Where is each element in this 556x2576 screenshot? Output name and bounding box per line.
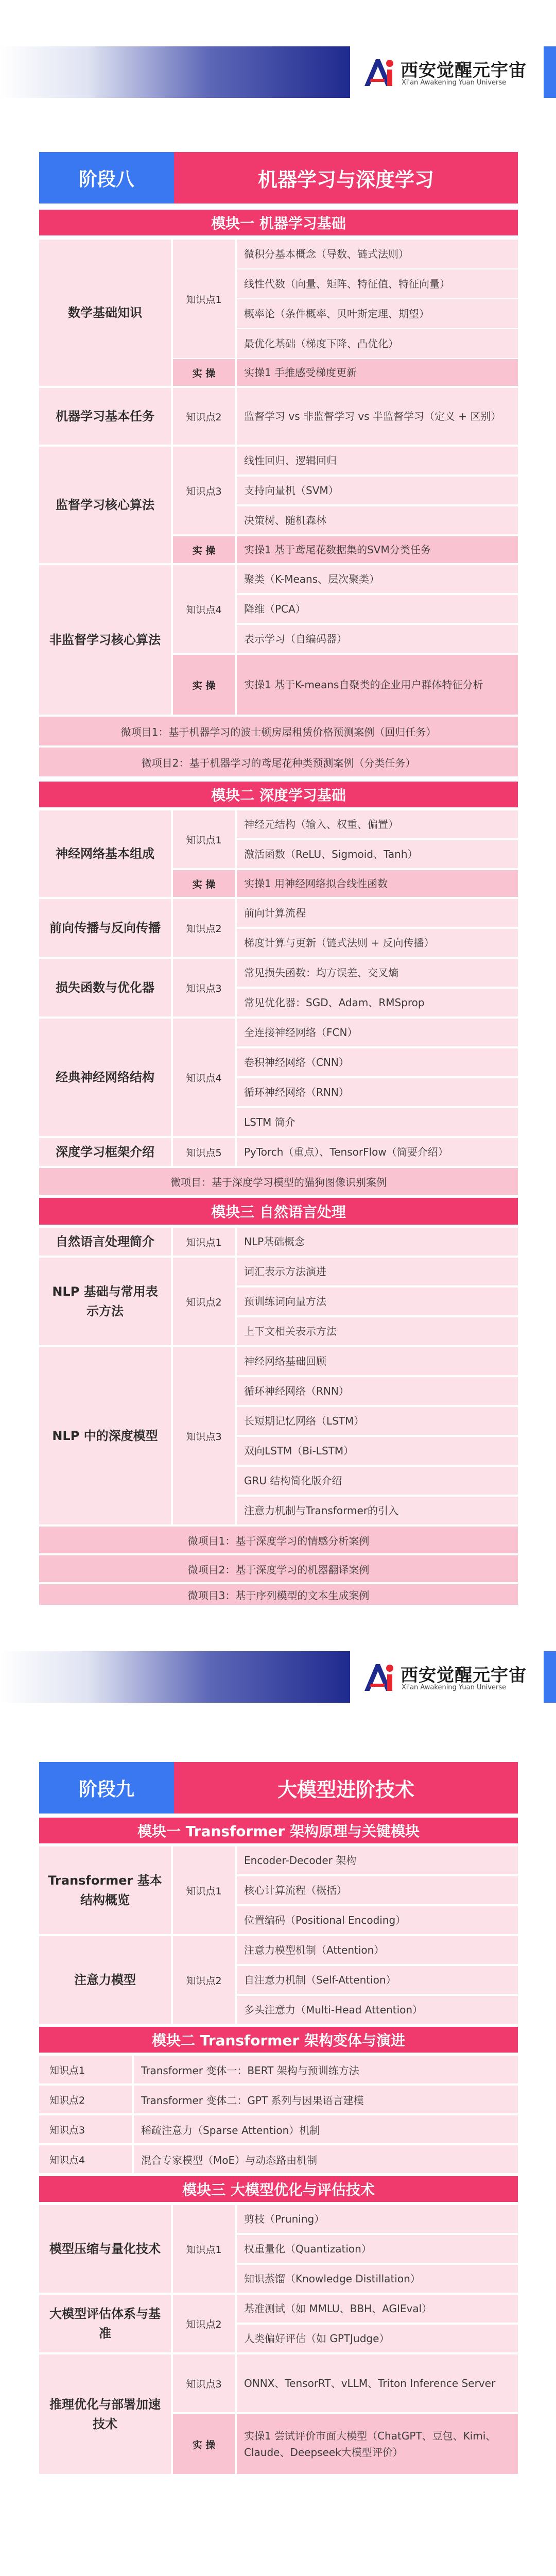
- banner-edge-tab: [544, 1651, 556, 1703]
- logo-english-name: Xi'an Awakening Yuan Universe: [402, 79, 507, 87]
- logo-mark-icon: [360, 54, 396, 90]
- kp-label: 知识点1: [173, 810, 235, 868]
- list-item: 激活函数（ReLU、Sigmoid、Tanh）: [237, 840, 518, 868]
- list-item: 神经元结构（输入、权重、偏置）: [237, 810, 518, 838]
- kp-label: 知识点1: [173, 2205, 235, 2293]
- topic-dl-frameworks: 深度学习框架介绍: [39, 1138, 171, 1166]
- kp-label: 知识点1: [173, 1228, 235, 1256]
- list-item: 长短期记忆网络（LSTM）: [237, 1407, 518, 1435]
- topic-attention-model: 注意力模型: [39, 1936, 171, 2024]
- stage8-card-cont: [39, 899, 518, 1605]
- list-item: 降维（PCA）: [237, 595, 518, 623]
- stage9-module3-title: 模块三 大模型优化与评估技术: [39, 2176, 518, 2202]
- topic-inference-deployment: 推理优化与部署加速技术: [39, 2354, 171, 2474]
- stage8-module1-title: 模块一 机器学习基础: [39, 210, 518, 235]
- top-banner: [0, 46, 556, 98]
- kp-label: 知识点3: [173, 1347, 235, 1524]
- kp-label: 知识点4: [173, 565, 235, 653]
- kp-label: 知识点3: [39, 2115, 132, 2143]
- logo-chinese-name: 西安觉醒元宇宙: [401, 60, 527, 81]
- topic-nlp-intro: 自然语言处理简介: [39, 1228, 171, 1256]
- kp-label: 知识点1: [39, 2056, 132, 2083]
- micro-project: 微项目：基于深度学习模型的猫狗图像识别案例: [39, 1168, 518, 1195]
- logo-english-name: Xi'an Awakening Yuan Universe: [402, 1684, 507, 1691]
- stage8-module2-title: 模块二 深度学习基础: [39, 782, 518, 807]
- topic-math-basics: 数学基础知识: [39, 240, 171, 386]
- list-item: 注意力模型机制（Attention）: [237, 1936, 518, 1964]
- stage8-title: 机器学习与深度学习: [174, 152, 518, 204]
- list-item: 表示学习（自编码器）: [237, 625, 518, 653]
- kp-label: 知识点4: [39, 2145, 132, 2173]
- list-item: 预训练词向量方法: [237, 1287, 518, 1315]
- micro-project: 微项目1：基于机器学习的波士顿房屋租赁价格预测案例（回归任务）: [39, 717, 518, 745]
- topic-unsupervised: 非监督学习核心算法: [39, 565, 171, 715]
- stage9-module1-title: 模块一 Transformer 架构原理与关键模块: [39, 1818, 518, 1843]
- list-item: Transformer 变体二：GPT 系列与因果语言建模: [134, 2086, 518, 2113]
- practice-item: 实操1 用神经网络拟合线性函数: [237, 870, 518, 897]
- list-item: 位置编码（Positional Encoding）: [237, 1906, 518, 1934]
- list-item: PyTorch（重点）、TensorFlow（简要介绍）: [237, 1138, 518, 1166]
- list-item: 前向计算流程: [237, 899, 518, 927]
- topic-compression-quantization: 模型压缩与量化技术: [39, 2205, 171, 2293]
- list-item: 基准测试（如 MMLU、BBH、AGIEval）: [237, 2295, 518, 2323]
- topic-nlp-representation: NLP 基础与常用表示方法: [39, 1258, 171, 1345]
- topic-transformer-overview: Transformer 基本结构概览: [39, 1846, 171, 1934]
- practice-label: 实 操: [173, 536, 235, 563]
- list-item: 聚类（K-Means、层次聚类）: [237, 565, 518, 593]
- kp-label: 知识点3: [173, 447, 235, 534]
- micro-project: 微项目2：基于深度学习的机器翻译案例: [39, 1555, 518, 1582]
- practice-item: 实操1 手推感受梯度更新: [237, 359, 518, 386]
- list-item: 稀疏注意力（Sparse Attention）机制: [134, 2115, 518, 2143]
- topic-supervised: 监督学习核心算法: [39, 447, 171, 563]
- banner-gradient-stripe: [0, 46, 350, 98]
- list-item: 人类偏好评估（如 GPTJudge）: [237, 2325, 518, 2352]
- middle-banner: [0, 1651, 556, 1703]
- list-item: 核心计算流程（概括）: [237, 1876, 518, 1904]
- practice-label: 实 操: [173, 2414, 235, 2474]
- list-item: ONNX、TensorRT、vLLM、Triton Inference Server: [237, 2354, 518, 2412]
- logo-mark-icon: [360, 1659, 396, 1695]
- list-item: 支持向量机（SVM）: [237, 477, 518, 504]
- list-item: 自注意力机制（Self-Attention）: [237, 1966, 518, 1994]
- kp-label: 知识点3: [173, 2354, 235, 2412]
- list-item: Transformer 变体一：BERT 架构与预训练方法: [134, 2056, 518, 2083]
- kp-label: 知识点2: [39, 2086, 132, 2113]
- list-item: 双向LSTM（Bi-LSTM）: [237, 1437, 518, 1465]
- topic-nlp-deep-models: NLP 中的深度模型: [39, 1347, 171, 1524]
- practice-label: 实 操: [173, 655, 235, 715]
- stage9-header: [39, 1762, 518, 1814]
- kp-label: 知识点2: [173, 388, 235, 445]
- kp-label: 知识点2: [173, 1258, 235, 1345]
- list-item: NLP基础概念: [237, 1228, 518, 1256]
- list-item: 权重量化（Quantization）: [237, 2235, 518, 2263]
- list-item: 线性代数（向量、矩阵、特征值、特征向量）: [237, 269, 518, 298]
- list-item: 概率论（条件概率、贝叶斯定理、期望）: [237, 299, 518, 328]
- topic-forward-backward: 前向传播与反向传播: [39, 899, 171, 957]
- logo-chinese-name: 西安觉醒元宇宙: [401, 1665, 527, 1686]
- list-item: 多头注意力（Multi-Head Attention）: [237, 1996, 518, 2024]
- banner-edge-tab: [544, 46, 556, 98]
- micro-project: 微项目2：基于机器学习的鸢尾花种类预测案例（分类任务）: [39, 748, 518, 776]
- topic-nn-components: 神经网络基本组成: [39, 810, 171, 897]
- practice-item: 实操1 基于鸢尾花数据集的SVM分类任务: [237, 536, 518, 563]
- list-item: 循环神经网络（RNN）: [237, 1078, 518, 1106]
- list-item: 循环神经网络（RNN）: [237, 1377, 518, 1405]
- list-item: 决策树、随机森林: [237, 506, 518, 534]
- stage9-card: [39, 1762, 518, 2545]
- stage9-module2-title: 模块二 Transformer 架构变体与演进: [39, 2027, 518, 2053]
- list-item: 词汇表示方法演进: [237, 1258, 518, 1285]
- list-item: 上下文相关表示方法: [237, 1317, 518, 1345]
- topic-evaluation-benchmarks: 大模型评估体系与基准: [39, 2295, 171, 2352]
- banner-gradient-stripe: [0, 1651, 350, 1703]
- kp-label: 知识点1: [173, 240, 235, 358]
- topic-ml-tasks: 机器学习基本任务: [39, 388, 171, 445]
- kp-label: 知识点2: [173, 1936, 235, 2024]
- brand-logo: [355, 1654, 527, 1700]
- kp-label: 知识点4: [173, 1019, 235, 1136]
- micro-project: 微项目3：基于序列模型的文本生成案例: [39, 1584, 518, 1605]
- list-item: 微积分基本概念（导数、链式法则）: [237, 240, 518, 268]
- micro-project: 微项目1：基于深度学习的情感分析案例: [39, 1527, 518, 1553]
- stage8-label: 阶段八: [39, 152, 174, 204]
- list-item: 卷积神经网络（CNN）: [237, 1048, 518, 1076]
- stage8-header: [39, 152, 518, 204]
- practice-item: 实操1 基于K-means自聚类的企业用户群体特征分析: [237, 655, 518, 715]
- topic-loss-optimizer: 损失函数与优化器: [39, 959, 171, 1016]
- brand-logo: [355, 49, 527, 95]
- list-item: 监督学习 vs 非监督学习 vs 半监督学习（定义 + 区别）: [237, 388, 518, 445]
- list-item: 线性回归、逻辑回归: [237, 447, 518, 474]
- kp-label: 知识点3: [173, 959, 235, 1016]
- kp-label: 知识点2: [173, 899, 235, 957]
- practice-label: 实 操: [173, 870, 235, 897]
- list-item: 注意力机制与Transformer的引入: [237, 1497, 518, 1524]
- list-item: 全连接神经网络（FCN）: [237, 1019, 518, 1046]
- list-item: 常见损失函数：均方误差、交叉熵: [237, 959, 518, 987]
- kp-label: 知识点1: [173, 1846, 235, 1934]
- stage9-title: 大模型进阶技术: [174, 1762, 518, 1814]
- practice-item: 实操1 尝试评价市面大模型（ChatGPT、豆包、Kimi、Claude、Deepseek大模型评价）: [237, 2414, 518, 2474]
- list-item: 梯度计算与更新（链式法则 + 反向传播）: [237, 929, 518, 957]
- list-item: Encoder-Decoder 架构: [237, 1846, 518, 1874]
- list-item: 剪枝（Pruning）: [237, 2205, 518, 2233]
- topic-classic-nn: 经典神经网络结构: [39, 1019, 171, 1136]
- list-item: 最优化基础（梯度下降、凸优化）: [237, 329, 518, 358]
- list-item: LSTM 简介: [237, 1108, 518, 1136]
- kp-label: 知识点2: [173, 2295, 235, 2352]
- kp-label: 知识点5: [173, 1138, 235, 1166]
- list-item: 混合专家模型（MoE）与动态路由机制: [134, 2145, 518, 2173]
- list-item: 知识蒸馏（Knowledge Distillation）: [237, 2265, 518, 2293]
- list-item: GRU 结构简化版介绍: [237, 1467, 518, 1495]
- practice-label: 实 操: [173, 359, 235, 386]
- stage8-module3-title: 模块三 自然语言处理: [39, 1198, 518, 1225]
- list-item: 常见优化器：SGD、Adam、RMSprop: [237, 989, 518, 1016]
- stage9-label: 阶段九: [39, 1762, 174, 1814]
- list-item: 神经网络基础回顾: [237, 1347, 518, 1375]
